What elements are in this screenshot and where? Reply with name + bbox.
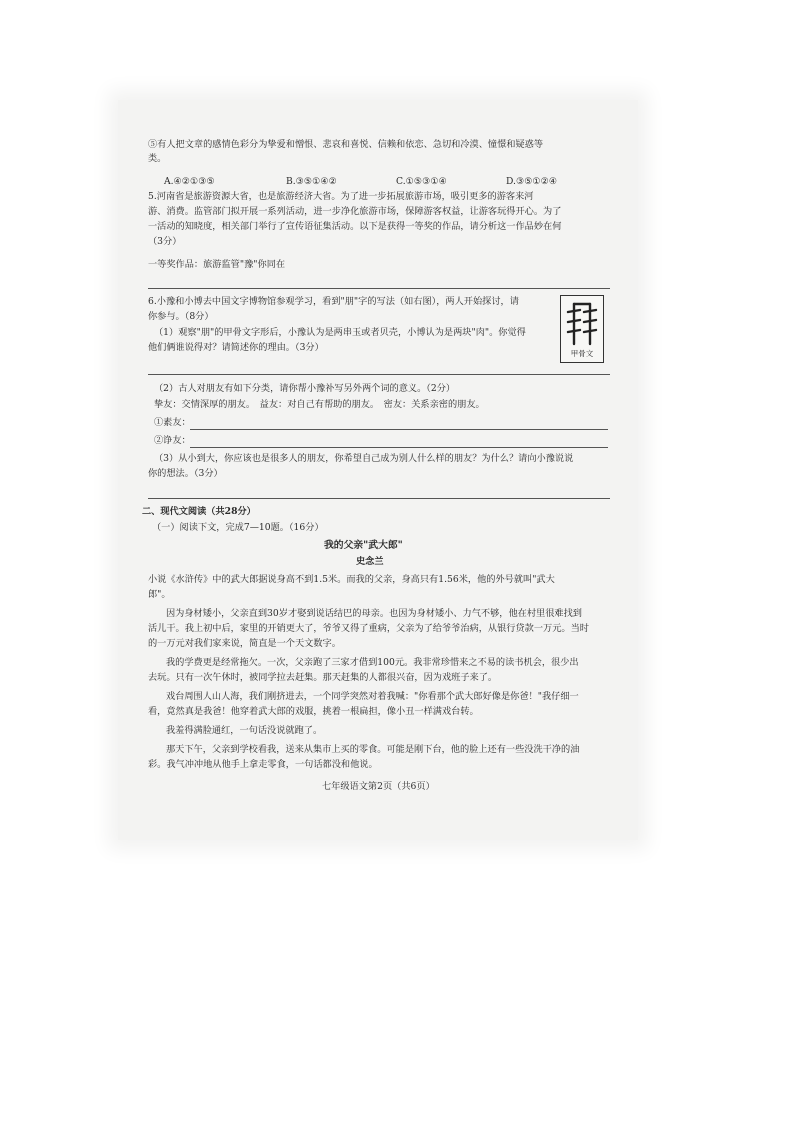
oracle-bone-figure bbox=[560, 295, 604, 363]
q6-sub3-line2: 你的想法。（3分） bbox=[148, 468, 223, 479]
q5-answer-line bbox=[148, 288, 610, 289]
q4-option-b: B.③⑤①④② bbox=[286, 176, 337, 187]
oracle-caption: 甲骨文 bbox=[570, 349, 594, 359]
q6-sub3-line1: （3）从小到大，你应该也是很多人的朋友，你希望自己成为别人什么样的朋友？为什么？请向小豫说说 bbox=[154, 453, 574, 464]
para2-line3: 的一万元对我们家来说，简直是一个天文数字。 bbox=[148, 638, 341, 649]
para3-line2: 去玩。只有一次午休时，被同学拉去赶集。那天赶集的人都很兴奋，因为戏班子来了。 bbox=[148, 672, 498, 683]
fill-zhengyou-label: ②诤友： bbox=[154, 435, 191, 446]
q5-line1: 5.河南省是旅游资源大省，也是旅游经济大省。为了进一步拓展旅游市场，吸引更多的游客来河 bbox=[148, 191, 534, 202]
q4-option-a: A.④②①③⑤ bbox=[164, 176, 215, 187]
fill-zhengyou-line[interactable] bbox=[190, 447, 608, 448]
para6-line2: 彩。我气冲冲地从他手上拿走零食，一句话都没和他说。 bbox=[148, 759, 378, 770]
q4-option-c: C.①⑤③①④ bbox=[396, 176, 447, 187]
para4-line2: 看，竟然真是我爸！他穿着武大郎的戏服，挑着一根扁担，像小丑一样满戏台转。 bbox=[148, 706, 479, 717]
q6-sub1-answer-line bbox=[148, 374, 610, 375]
q6-sub1-line2: 他们俩谁说得对？请简述你的理由。（3分） bbox=[148, 342, 324, 353]
q4-line1: ⑤有人把文章的感情色彩分为挚爱和憎恨、悲哀和喜悦、信赖和依恋、急切和冷漠、憧憬和疑惑等 bbox=[148, 139, 544, 150]
oracle-peng-glyph-icon bbox=[565, 300, 599, 348]
q6-line1: 6.小豫和小博去中国文字博物馆参观学习，看到"朋"字的写法（如右图），两人开始探讨，请 bbox=[148, 296, 519, 307]
para2-line2: 活儿干。我上初中后，家里的开销更大了，爷爷又得了重病，父亲为了给爷爷治病，从银行贷款一万元。当时 bbox=[148, 623, 589, 634]
q6-sub1-line1: （1）观察"朋"的甲骨文字形后，小豫认为是两串玉或者贝壳，小博认为是两块"肉"。你觉得 bbox=[154, 327, 526, 338]
fill-suyou-label: ①素友： bbox=[154, 417, 191, 428]
q5-award: 一等奖作品：旅游监管"豫"你同在 bbox=[148, 259, 286, 270]
q5-line2: 游、消费。监管部门拟开展一系列活动，进一步净化旅游市场，保障游客权益，让游客玩得开心。为了 bbox=[148, 206, 562, 217]
article-title: 我的父亲"武大郎" bbox=[324, 540, 403, 551]
q4-line2: 类。 bbox=[148, 153, 167, 164]
q6-line2: 你参与。（8分） bbox=[148, 311, 214, 322]
q5-line3: 一活动的知晓度，相关部门举行了宣传语征集活动。以下是获得一等奖的作品，请分析这一作品妙在何 bbox=[148, 221, 562, 232]
article-author: 史念兰 bbox=[356, 556, 384, 567]
q5-line4: （3分） bbox=[148, 236, 182, 247]
para4-line1: 戏台周围人山人海，我们刚挤进去，一个同学突然对着我喊："你看那个武大郎好像是你爸！"我仔细一 bbox=[166, 691, 579, 702]
q4-option-d: D.③⑤①②④ bbox=[506, 176, 558, 187]
q6-sub2-line1: （2）古人对朋友有如下分类，请你帮小豫补写另外两个词的意义。（2分） bbox=[154, 383, 456, 394]
para1-line1: 小说《水浒传》中的武大郎据说身高不到1.5米。而我的父亲，身高只有1.56米，他的外号就叫"武大 bbox=[148, 574, 555, 585]
page-footer: 七年级语文第2页（共6页） bbox=[322, 781, 435, 792]
para2-line1: 因为身材矮小，父亲直到30岁才娶到说话结巴的母亲。也因为身材矮小、力气不够，他在村里很难找到 bbox=[166, 608, 582, 619]
para6-line1: 那天下午，父亲到学校看我，送来从集市上买的零食。可能是刚下台，他的脸上还有一些没洗干净的油 bbox=[166, 744, 580, 755]
para5-line1: 我羞得满脸通红，一句话没说就跑了。 bbox=[166, 725, 323, 736]
section2-sub: （一）阅读下文，完成7—10题。（16分） bbox=[152, 522, 324, 533]
para3-line1: 我的学费更是经常拖欠。一次，父亲跑了三家才借到100元。我非常珍惜来之不易的读书机会，很少出 bbox=[166, 657, 579, 668]
q6-sub2-line2: 挚友：交情深厚的朋友。 益友：对自己有帮助的朋友。 密友：关系亲密的朋友。 bbox=[154, 399, 485, 410]
q6-sub3-answer-line bbox=[148, 498, 610, 499]
section2-heading: 二、现代文阅读（共28分） bbox=[142, 506, 256, 517]
fill-suyou-line[interactable] bbox=[190, 429, 608, 430]
para1-line2: 郎"。 bbox=[148, 589, 171, 600]
